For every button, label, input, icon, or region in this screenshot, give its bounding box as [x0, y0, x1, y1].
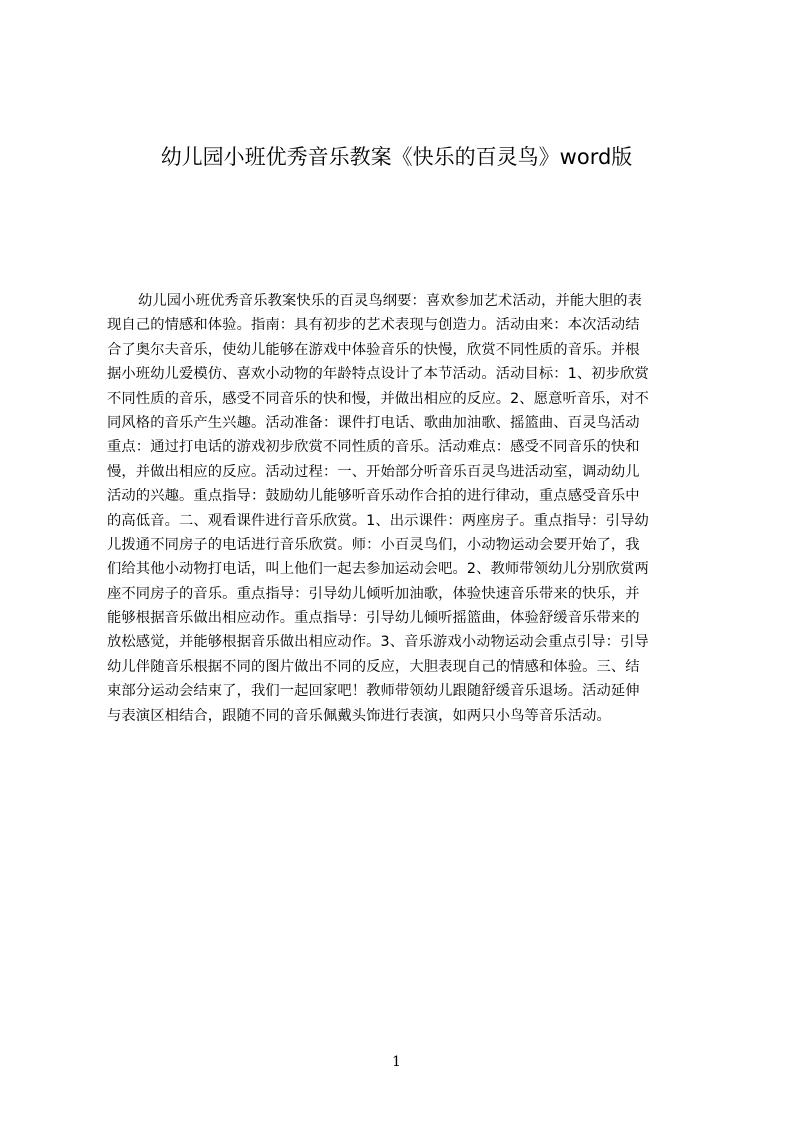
body-line: 束部分运动会结束了，我们一起回家吧！教师带领幼儿跟随舒缓音乐退场。活动延伸 — [107, 683, 640, 700]
body-line: 同风格的音乐产生兴趣。活动准备：课件打电话、歌曲加油歌、摇篮曲、百灵鸟活动 — [107, 414, 640, 431]
body-line: 合了奥尔夫音乐，使幼儿能够在游戏中体验音乐的快慢，欣赏不同性质的音乐。并根 — [107, 341, 640, 358]
body-line: 能够根据音乐做出相应动作。重点指导：引导幼儿倾听摇篮曲，体验舒缓音乐带来的 — [107, 610, 640, 627]
page-number: 1 — [392, 1054, 401, 1070]
body-line: 的高低音。二、观看课件进行音乐欣赏。1、出示课件：两座房子。重点指导：引导幼 — [107, 512, 649, 529]
body-line: 重点：通过打电话的游戏初步欣赏不同性质的音乐。活动难点：感受不同音乐的快和 — [107, 439, 640, 456]
body-line: 幼儿伴随音乐根据不同的图片做出不同的反应，大胆表现自己的情感和体验。三、结 — [107, 658, 640, 675]
body-text — [107, 289, 697, 728]
body-line: 活动的兴趣。重点指导：鼓励幼儿能够听音乐动作合拍的进行律动，重点感受音乐中 — [107, 488, 640, 505]
body-line: 幼儿园小班优秀音乐教案快乐的百灵鸟纲要：喜欢参加艺术活动，并能大胆的表 — [138, 293, 642, 309]
page-title: 幼儿园小班优秀音乐教案《快乐的百灵鸟》word版 — [160, 145, 633, 169]
body-line: 们给其他小动物打电话，叫上他们一起去参加运动会吧。2、教师带领幼儿分别欣赏两 — [107, 561, 649, 578]
body-line: 据小班幼儿爱模仿、喜欢小动物的年龄特点设计了本节活动。活动目标：1、初步欣赏 — [107, 366, 649, 383]
body-line: 现自己的情感和体验。指南：具有初步的艺术表现与创造力。活动由来：本次活动结 — [107, 317, 640, 334]
body-line: 儿拨通不同房子的电话进行音乐欣赏。师：小百灵鸟们，小动物运动会要开始了，我 — [107, 536, 640, 553]
body-line: 不同性质的音乐，感受不同音乐的快和慢，并做出相应的反应。2、愿意听音乐，对不 — [107, 390, 649, 407]
body-line: 座不同房子的音乐。重点指导：引导幼儿倾听加油歌，体验快速音乐带来的快乐，并 — [107, 585, 640, 602]
body-line: 慢，并做出相应的反应。活动过程：一、开始部分听音乐百灵鸟进活动室，调动幼儿 — [107, 463, 640, 480]
body-line: 放松感觉，并能够根据音乐做出相应动作。3、音乐游戏小动物运动会重点引导：引导 — [107, 634, 649, 651]
body-line: 与表演区相结合，跟随不同的音乐佩戴头饰进行表演，如两只小鸟等音乐活动。 — [107, 707, 611, 724]
